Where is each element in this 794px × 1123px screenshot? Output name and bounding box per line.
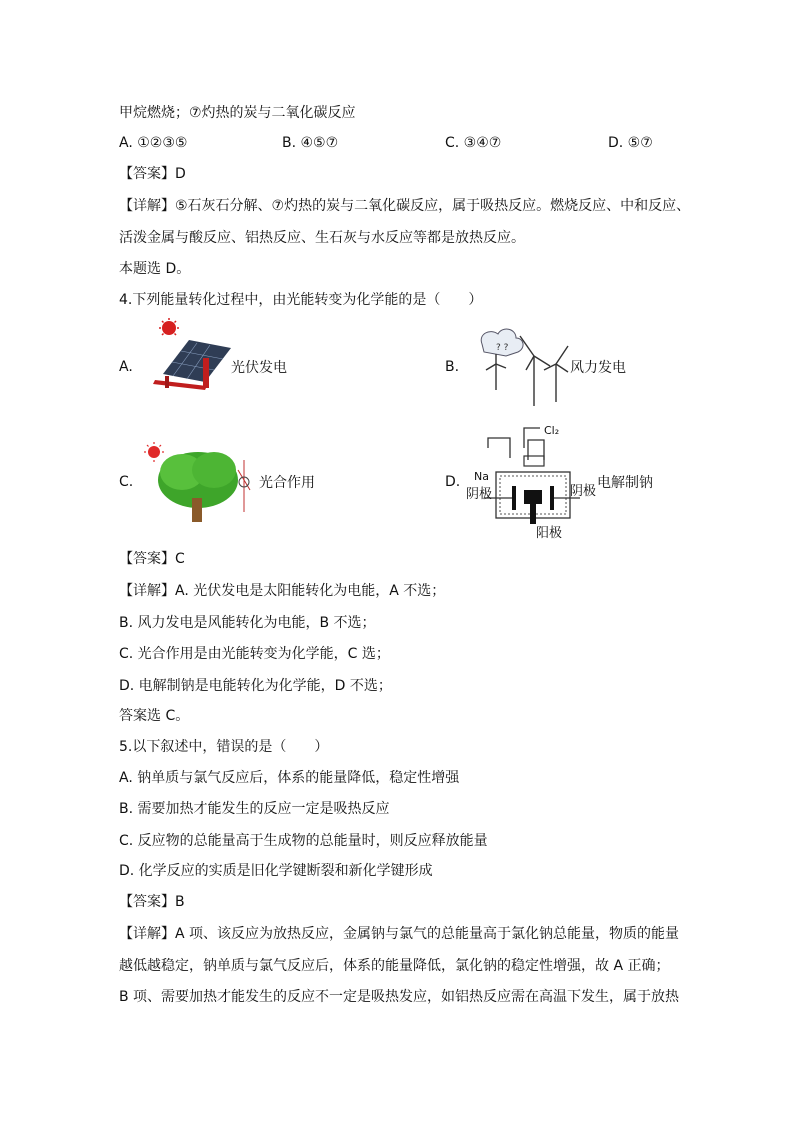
q4-option-a-letter: A. bbox=[119, 359, 133, 375]
q4-option-b-letter: B. bbox=[445, 359, 460, 375]
q3-answer: 【答案】D bbox=[119, 166, 186, 182]
svg-text:? ?: ? ? bbox=[496, 343, 509, 353]
q4-answer: 【答案】C bbox=[119, 551, 185, 567]
electrolysis-cathode-left-label: 阴极 bbox=[466, 487, 493, 502]
q4-detail-b: B. 风力发电是风能转化为电能，B 不选； bbox=[119, 615, 376, 631]
q5-detail-line-3: B 项、需要加热才能发生的反应不一定是吸热发应，如铝热反应需在高温下发生，属于放热 bbox=[119, 989, 680, 1005]
q3-detail-line-1: 【详解】⑤石灰石分解、⑦灼热的炭与二氧化碳反应，属于吸热反应。燃烧反应、中和反应、 bbox=[119, 198, 691, 214]
q4-stem: 4.下列能量转化过程中，由光能转变为化学能的是（ ） bbox=[119, 292, 483, 308]
q3-option-b: B. ④⑤⑦ bbox=[282, 135, 339, 151]
q4-option-d-letter: D. bbox=[445, 474, 461, 490]
q3-option-a: A. ①②③⑤ bbox=[119, 135, 188, 151]
q4-option-c-letter: C. bbox=[119, 474, 134, 490]
q5-option-b: B. 需要加热才能发生的反应一定是吸热反应 bbox=[119, 801, 390, 817]
electrolysis-anode-label: 阳极 bbox=[536, 526, 563, 541]
q4-conclusion: 答案选 C。 bbox=[119, 708, 190, 724]
q3-option-d: D. ⑤⑦ bbox=[608, 135, 653, 151]
q4-option-b-caption: 风力发电 bbox=[570, 360, 626, 376]
q4-detail-d: D. 电解制钠是电能转化为化学能，D 不选； bbox=[119, 678, 392, 694]
electrolysis-na-label: Na bbox=[474, 470, 489, 483]
q3-conclusion: 本题选 D。 bbox=[119, 261, 191, 277]
solar-panel-image bbox=[145, 318, 235, 390]
q3-detail-line-2: 活泼金属与酸反应、铝热反应、生石灰与水反应等都是放热反应。 bbox=[119, 230, 525, 246]
q4-option-c-caption: 光合作用 bbox=[259, 475, 315, 491]
q4-option-a-caption: 光伏发电 bbox=[231, 360, 287, 376]
q3-stem-tail: 甲烷燃烧；⑦灼热的炭与二氧化碳反应 bbox=[119, 105, 356, 121]
electrolysis-cathode-right-label: 阴极 bbox=[570, 484, 597, 499]
q3-option-c: C. ③④⑦ bbox=[445, 135, 502, 151]
q4-detail-c: C. 光合作用是由光能转变为化学能，C 选； bbox=[119, 646, 390, 662]
q5-option-a: A. 钠单质与氯气反应后，体系的能量降低，稳定性增强 bbox=[119, 770, 460, 786]
electrolysis-cl2-label: Cl₂ bbox=[544, 424, 560, 437]
q5-stem: 5.以下叙述中，错误的是（ ） bbox=[119, 739, 329, 755]
q5-option-d: D. 化学反应的实质是旧化学键断裂和新化学键形成 bbox=[119, 863, 433, 879]
q5-option-c: C. 反应物的总能量高于生成物的总能量时，则反应释放能量 bbox=[119, 833, 488, 849]
q5-detail-line-1: 【详解】A 项、该反应为放热反应，金属钠与氯气的总能量高于氯化钠总能量，物质的能量 bbox=[119, 926, 680, 942]
tree-photosynthesis-image bbox=[142, 440, 262, 524]
q4-option-d-caption: 电解制钠 bbox=[597, 475, 653, 491]
q4-detail-a: 【详解】A. 光伏发电是太阳能转化为电能，A 不选； bbox=[119, 583, 446, 599]
q5-detail-line-2: 越低越稳定，钠单质与氯气反应后，体系的能量降低，氯化钠的稳定性增强，故 A 正确； bbox=[119, 958, 670, 974]
q5-answer: 【答案】B bbox=[119, 894, 185, 910]
wind-turbine-image bbox=[476, 326, 576, 408]
